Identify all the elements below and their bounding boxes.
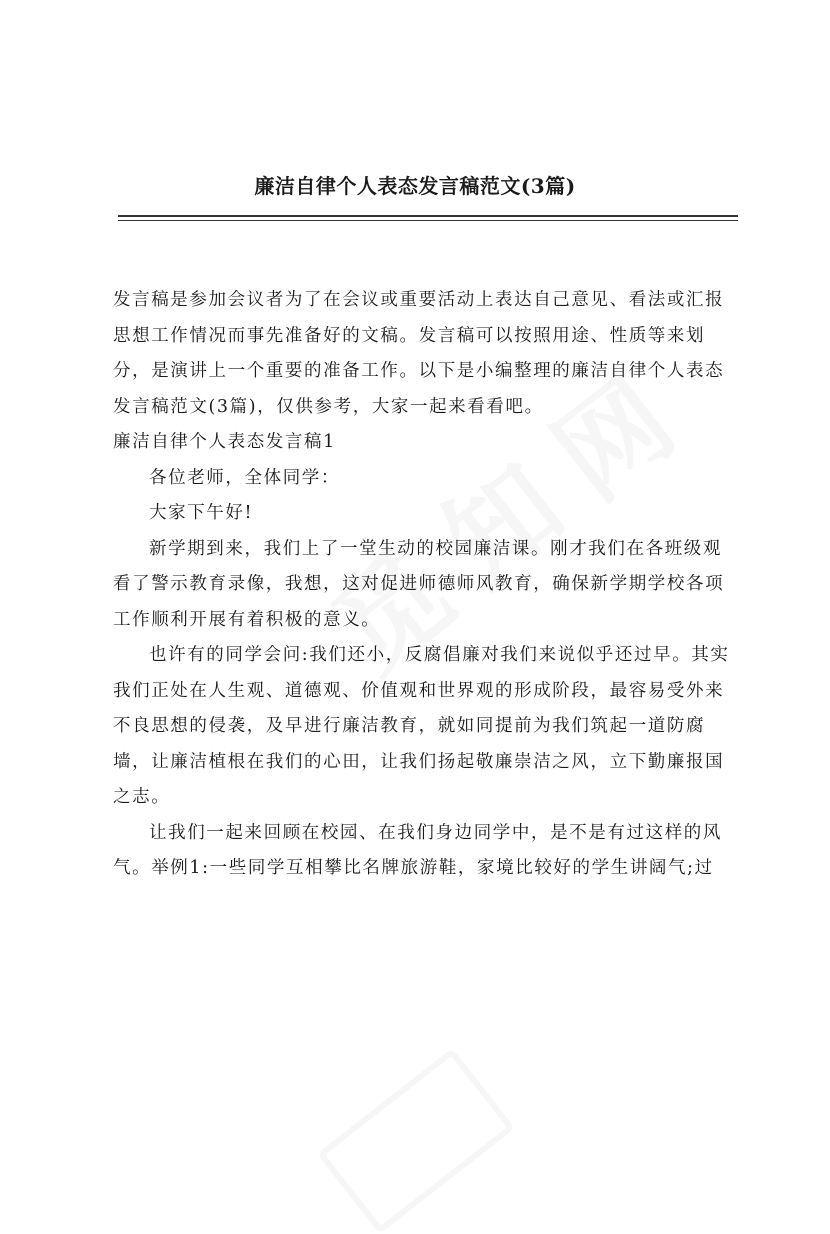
watermark-seal [317, 1048, 515, 1234]
salutation: 各位老师，全体同学： [149, 467, 340, 488]
body-paragraph: 让我们一起来回顾在校园、在我们身边同学中，是不是有过这样的风气。举例1:一些同学互相攀比名牌旅游鞋，家境比较好的学生讲阔气;过 [113, 822, 722, 878]
title-divider-thick [118, 215, 738, 217]
title-divider-thin [118, 220, 738, 221]
section-heading: 廉洁自律个人表态发言稿1 [113, 432, 336, 452]
body-paragraph: 新学期到来，我们上了一堂生动的校园廉洁课。刚才我们在各班级观看了警示教育录像，我想，这对促进师德师风教育，确保新学期学校各项工作顺利开展有着积极的意义。 [113, 538, 725, 630]
body-paragraph: 也许有的同学会问:我们还小，反腐倡廉对我们来说似乎还过早。其实我们正处在人生观、道德观、价值观和世界观的形成阶段，最容易受外来不良思想的侵袭，及早进行廉洁教育，就如同提前为我们筑起一道防腐墙，让廉洁植根在我们的心田，让我们扬起敬廉崇洁之风，立下勤廉报国之志。 [113, 645, 730, 807]
greeting: 大家下午好! [149, 503, 254, 523]
document-body [113, 283, 739, 887]
intro-paragraph: 发言稿是参加会议者为了在会议或重要活动上表达自己意见、看法或汇报思想工作情况而事先准备好的文稿。发言稿可以按照用途、性质等来划分，是演讲上一个重要的准备工作。以下是小编整理的廉洁自律个人表态发言稿范文(3篇)，仅供参考，大家一起来看看吧。 [113, 290, 725, 417]
page-title: 廉洁自律个人表态发言稿范文(3篇) [254, 174, 576, 198]
